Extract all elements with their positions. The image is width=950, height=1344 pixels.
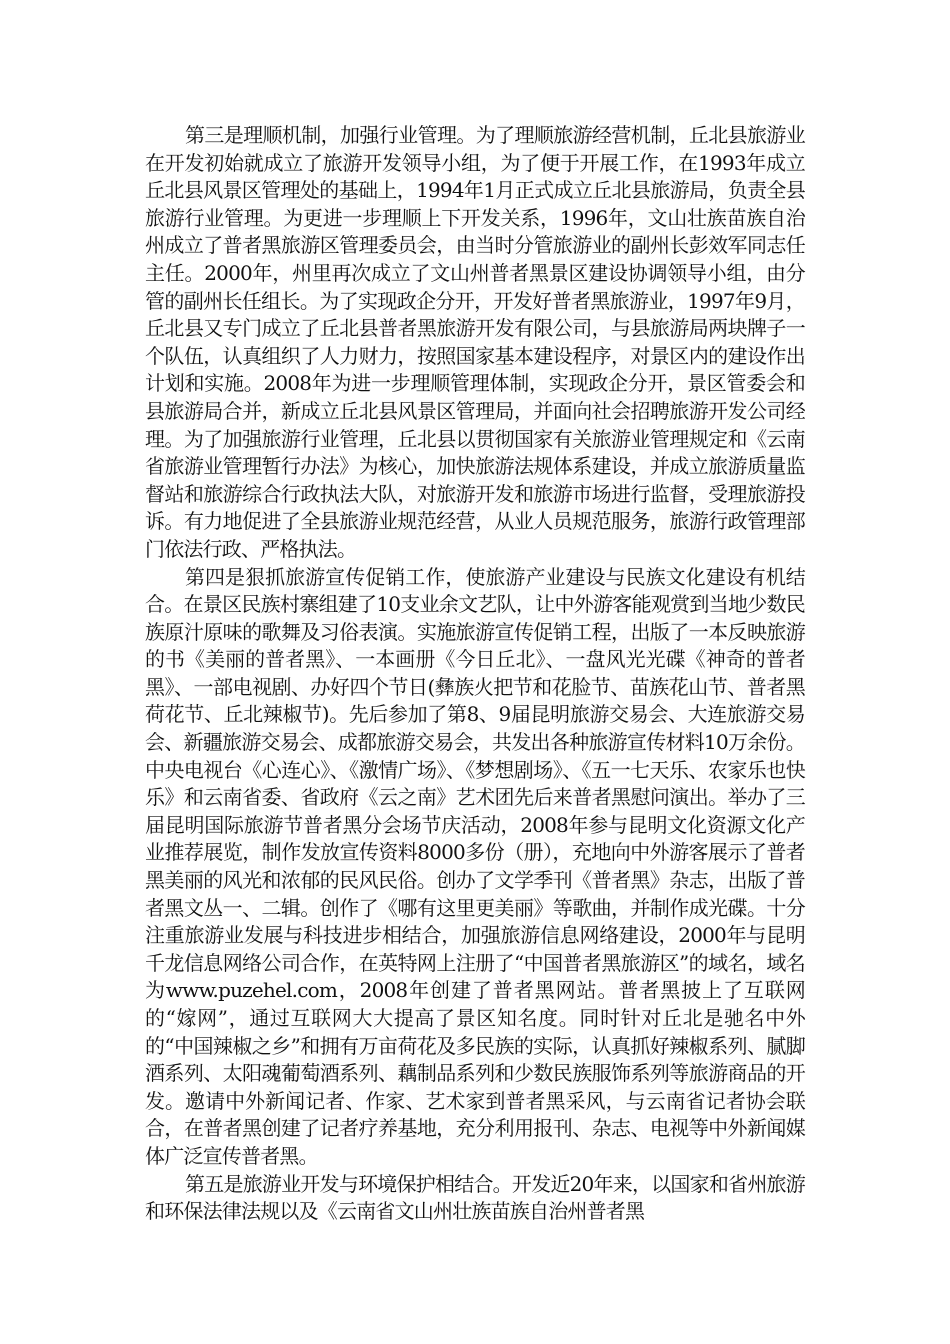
document-body [145, 122, 805, 1226]
paragraph-mechanism: 第三是理顺机制，加强行业管理。为了理顺旅游经营机制，丘北县旅游业在开发初始就成立了旅游开发领导小组，为了便于开展工作，在1993年成立丘北县风景区管理处的基础上，1994年1月正式成立丘北县旅游局，负责全县旅游行业管理。为更进一步理顺上下开发关系，1996年，文山壮族苗族自治州成立了普者黑旅游区管理委员会，由当时分管旅游业的副州长彭效军同志任主任。2000年，州里再次成立了文山州普者黑景区建设协调领导小组，由分管的副州长任组长。为了实现政企分开，开发好普者黑旅游业，1997年9月，丘北县又专门成立了丘北县普者黑旅游开发有限公司，与县旅游局两块牌子一个队伍，认真组织了人力财力，按照国家基本建设程序，对景区内的建设作出计划和实施。2008年为进一步理顺管理体制，实现政企分开，景区管委会和县旅游局合并，新成立丘北县风景区管理局，并面向社会招聘旅游开发公司经理。为了加强旅游行业管理，丘北县以贯彻国家有关旅游业管理规定和《云南省旅游业管理暂行办法》为核心，加快旅游法规体系建设，并成立旅游质量监督站和旅游综合行政执法大队，对旅游开发和旅游市场进行监督，受理旅游投诉。有力地促进了全县旅游业规范经营，从业人员规范服务，旅游行政管理部门依法行政、严格执法。 [145, 123, 805, 561]
paragraph-environment: 第五是旅游业开发与环境保护相结合。开发近20年来，以国家和省州旅游和环保法律法规以及《云南省文山州壮族苗族自治州普者黑 [145, 1171, 805, 1224]
paragraph-promotion: 第四是狠抓旅游宣传促销工作，使旅游产业建设与民族文化建设有机结合。在景区民族村寨组建了10支业余文艺队，让中外游客能观赏到当地少数民族原汁原味的歌舞及习俗表演。实施旅游宣传促销工程，出版了一本反映旅游的书《美丽的普者黑》、一本画册《今日丘北》、一盘风光光碟《神奇的普者黑》、一部电视剧、办好四个节日(彝族火把节和花脸节、苗族花山节、普者黑荷花节、丘北辣椒节)。先后参加了第8、9届昆明旅游交易会、大连旅游交易会、新疆旅游交易会、成都旅游交易会，共发出各种旅游宣传材料10万余份。中央电视台《心连心》、《激情广场》、《梦想剧场》、《五一七天乐、农家乐也快乐》和云南省委、省政府《云之南》艺术团先后来普者黑慰问演出。举办了三届昆明国际旅游节普者黑分会场节庆活动，2008年参与昆明文化资源文化产业推荐展览，制作发放宣传资料8000多份（册），充地向中外游客展示了普者黑美丽的风光和浓郁的民风民俗。创办了文学季刊《普者黑》杂志，出版了普者黑文丛一、二辑。创作了《哪有这里更美丽》等歌曲，并制作成光碟。十分注重旅游业发展与科技进步相结合，加强旅游信息网络建设，2000年与昆明千龙信息网络公司合作，在英特网上注册了“中国普者黑旅游区”的域名，域名为www.puzehel.com，2008年创建了普者黑网站。普者黑披上了互联网的“嫁网”，通过互联网大大提高了景区知名度。同时针对丘北是驰名中外的“中国辣椒之乡”和拥有万亩荷花及多民族的实际，认真抓好辣椒系列、腻脚酒系列、太阳魂葡萄酒系列、藕制品系列和少数民族服饰系列等旅游商品的开发。邀请中外新闻记者、作家、艺术家到普者黑采风，与云南省记者协会联合，在普者黑创建了记者疗养基地，充分利用报刊、杂志、电视等中外新闻媒体广泛宣传普者黑。 [145, 564, 805, 1168]
